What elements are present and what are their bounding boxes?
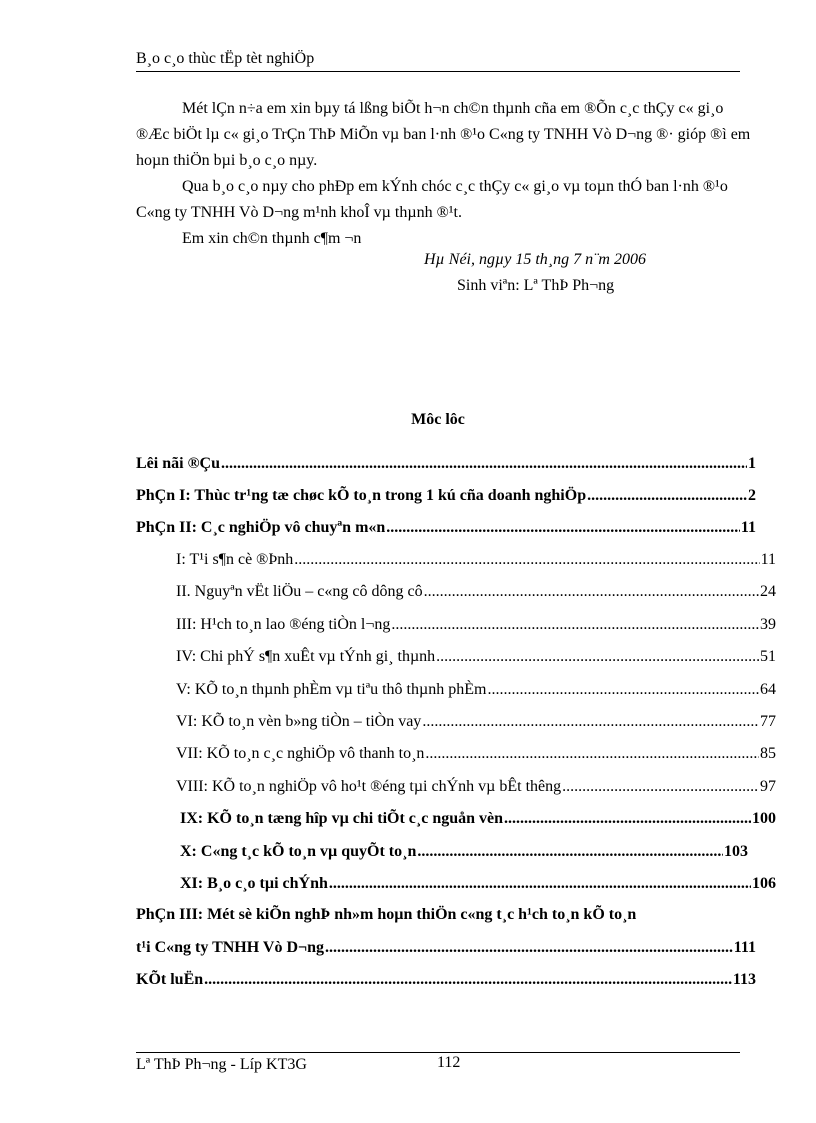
toc-leader-dots [329, 875, 751, 893]
toc-entry-text: XI: B¸o c¸o tµi chÝnh [180, 875, 328, 892]
toc-entry [156, 681, 776, 699]
toc-entry-page: 106 [752, 875, 776, 892]
toc-entry-text: I: T¹i s¶n cè ®Þnh [176, 551, 294, 568]
toc-entry-text: PhÇn III: Mét sè kiÕn nghÞ nh»m hoµn thiÖn c«ng t¸c h¹ch to¸n kÕ to¸n [136, 906, 637, 923]
toc-leader-dots [425, 745, 759, 763]
wishes-paragraph: Qua b¸o c¸o nµy cho phÐp em kÝnh chóc c¸c thÇy c« gi¸o vµ toµn thÓ ban l·nh ®¹o C«ng ty TNHH Vò D¬ng m¹nh khoÎ vµ thµnh ®¹t. [136, 178, 728, 221]
toc-entry-page: 51 [760, 648, 776, 665]
toc-entry-page: 85 [760, 745, 776, 762]
toc-leader-dots [422, 713, 759, 731]
toc-leader-dots [204, 971, 732, 989]
toc-entry-page: 64 [760, 681, 776, 698]
toc-leader-dots [436, 648, 759, 666]
footer-author: Lª ThÞ Ph¬ng - Líp KT3G [136, 1056, 307, 1073]
closing-line: Em xin ch©n thµnh c¶m ¬n [182, 230, 362, 247]
footer-page-number: 112 [437, 1054, 461, 1071]
toc-entry-text: X: C«ng t¸c kÕ to¸n vµ quyÕt to¸n [180, 843, 417, 860]
toc-entry [160, 810, 776, 828]
toc-entry [136, 519, 756, 537]
toc-entry-page: 97 [760, 778, 776, 795]
toc-entry [156, 551, 776, 569]
toc-entry [136, 971, 756, 989]
toc-entry-page: 2 [748, 487, 756, 504]
toc-leader-dots [386, 519, 740, 537]
toc-entry-text: PhÇn II: C¸c nghiÖp vô chuyªn m«n [136, 519, 386, 536]
toc-entry-text: t¹i C«ng ty TNHH Vò D¬ng [136, 939, 325, 956]
toc-leader-dots [391, 616, 759, 634]
toc-entry-page: 1 [748, 455, 756, 472]
signature-name: Sinh viªn: Lª ThÞ Ph¬ng [457, 277, 615, 294]
toc-entry-text: III: H¹ch to¸n lao ®éng tiÒn l¬ng [176, 616, 391, 633]
toc-entry-text: VI: KÕ to¸n vèn b»ng tiÒn – tiÒn vay [176, 713, 422, 730]
toc-entry [136, 906, 756, 924]
toc-entry-text: VIII: KÕ to¸n nghiÖp vô ho¹t ®éng tµi chÝnh vµ bÊt thêng [176, 778, 562, 795]
thanks-paragraph: Mét lÇn n÷a em xin bµy tá lßng biÕt h¬n ch©n thµnh cña em ®Õn c¸c thÇy c« gi¸o ®Æc biÖt lµ c« gi¸o TrÇn ThÞ MiÕn vµ ban l·nh ®¹o C«ng ty TNHH Vò D¬ng ®· gióp ®ì em hoµn thiÖn bµi b¸o c¸o nµy. [136, 100, 751, 169]
toc-entry-page: 39 [760, 616, 776, 633]
toc-entry-page: 24 [760, 583, 776, 600]
page-header: B¸o c¸o thùc tËp tèt nghiÖp [136, 50, 315, 67]
toc-entry-page: 77 [760, 713, 776, 730]
toc-leader-dots [504, 810, 751, 828]
toc-entry-text: KÕt luËn [136, 971, 204, 988]
toc-entry [156, 583, 776, 601]
toc-entry-text: V: KÕ to¸n thµnh phÈm vµ tiªu thô thµnh phÈm [176, 681, 487, 698]
toc-entry-page: 100 [752, 810, 776, 827]
toc-entry-text: IV: Chi phÝ s¶n xuÊt vµ tÝnh gi¸ thµnh [176, 648, 436, 665]
toc-entry [136, 487, 756, 505]
toc-entry [136, 939, 756, 957]
toc-title: Môc lôc [411, 411, 465, 428]
toc-leader-dots [424, 583, 759, 601]
header-divider [136, 71, 740, 72]
toc-entry-page: 103 [724, 843, 748, 860]
toc-entry-text: IX: KÕ to¸n tæng hîp vµ chi tiÕt c¸c nguån vèn [180, 810, 504, 827]
toc-entry [156, 616, 776, 634]
toc-entry-text: VII: KÕ to¸n c¸c nghiÖp vô thanh to¸n [176, 745, 425, 762]
toc-leader-dots [325, 939, 733, 957]
toc-entry-text: PhÇn I: Thùc tr¹ng tæ chøc kÕ to¸n trong 1 kú cña doanh nghiÖp [136, 487, 587, 504]
toc-leader-dots [587, 487, 747, 505]
toc-leader-dots [221, 455, 747, 473]
toc-leader-dots [487, 681, 759, 699]
toc-entry [136, 455, 756, 473]
toc-leader-dots [417, 843, 723, 861]
toc-entry [156, 713, 776, 731]
signature-place-date: Hµ Néi, ngµy 15 th¸ng 7 n¨m 2006 [424, 251, 646, 268]
toc-entry-page: 111 [733, 939, 756, 956]
toc-entry [156, 778, 776, 796]
toc-entry-text: Lêi nãi ®Çu [136, 455, 220, 472]
toc-entry [156, 648, 776, 666]
toc-entry [156, 745, 776, 763]
toc-leader-dots [562, 778, 759, 796]
toc-entry-page: 113 [732, 971, 756, 988]
toc-leader-dots [294, 551, 759, 569]
toc-entry [160, 843, 748, 861]
footer-divider [136, 1052, 740, 1053]
toc-entry [160, 875, 776, 893]
toc-entry-text: II. Nguyªn vËt liÖu – c«ng cô dông cô [176, 583, 423, 600]
toc-entry-page: 11 [740, 519, 756, 536]
toc-entry-page: 11 [760, 551, 776, 568]
